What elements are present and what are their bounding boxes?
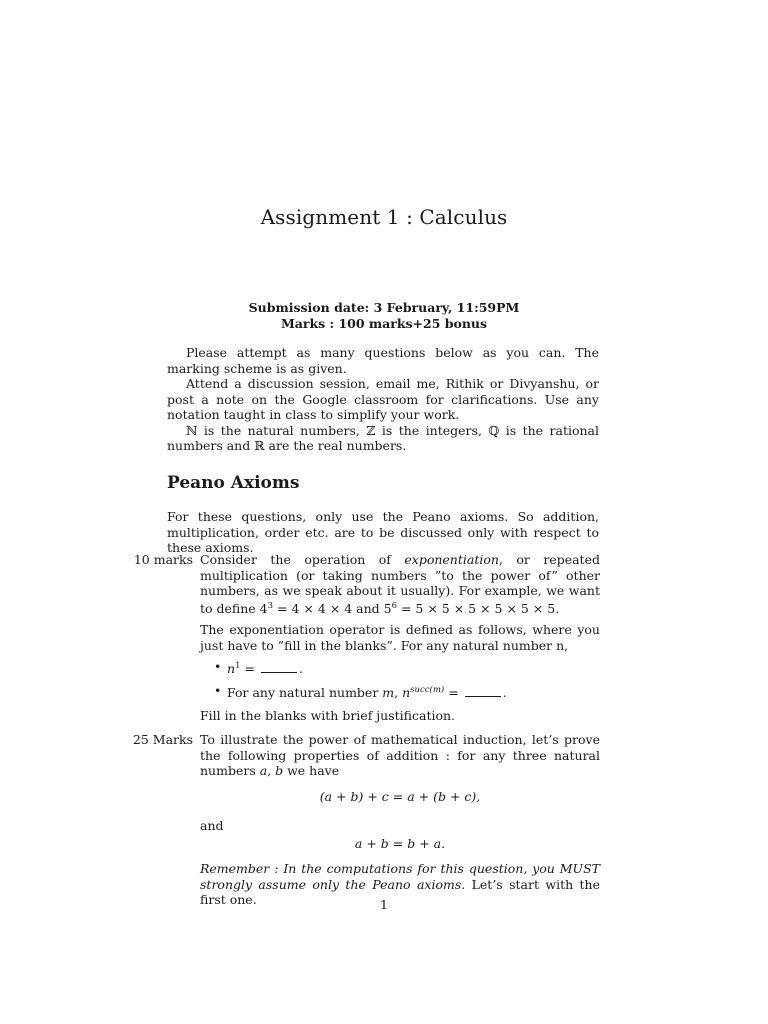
question-exponentiation — [120, 552, 600, 730]
question-paragraph: Fill in the blanks with brief justification. — [200, 708, 456, 723]
question-paragraph: and — [200, 818, 224, 833]
question-body — [200, 732, 600, 908]
section-title: Peano Axioms — [167, 473, 300, 493]
intro-paragraph: Please attempt as many questions below as you can. The marking scheme is as given. — [167, 345, 599, 376]
question-paragraph: Remember : In the computations for this question, you MUST strongly assume only the Peano axioms. Let’s start with the first one. — [200, 861, 600, 907]
question-marks: 25 Marks — [132, 732, 193, 747]
list-item: • For any natural number m, $n^{succ(m)}$ = . — [200, 683, 600, 701]
fill-blank — [261, 662, 297, 673]
question-marks: 10 marks — [133, 552, 193, 567]
fill-blank — [465, 686, 501, 697]
equation-associativity: (a + b) + c = a + (b + c), — [319, 788, 481, 804]
question-paragraph: To illustrate the power of mathematical induction, let’s prove the following properties of addition : for any three natural numbers a, b we have — [200, 732, 600, 778]
question-paragraph: Consider the operation of exponentiation, or repeated multiplication (or taking numbers ”to the power of” other numbers, as we speak about it usually). For example, we want to define $4^3 = 4 \times 4 \times 4$ and $5^6 = 5 \times 5 \times 5 \times 5 \times 5 \times 5$. — [200, 552, 600, 616]
submission-date: Submission date: 3 February, 11:59PM — [248, 300, 520, 315]
equation-commutativity: a + b = b + a. — [354, 835, 446, 851]
question-induction — [120, 732, 600, 914]
page-title: Assignment 1 : Calculus — [260, 205, 508, 229]
question-body — [200, 552, 600, 724]
intro-paragraph: Attend a discussion session, email me, Rithik or Divyanshu, or post a note on the Google classroom for clarifications. Use any notation taught in class to simplify your work. — [167, 376, 599, 422]
intro-text — [167, 345, 599, 454]
page-number: 1 — [380, 897, 388, 912]
intro-paragraph: ℕ is the natural numbers, ℤ is the integers, ℚ is the rational numbers and ℝ are the real numbers. — [167, 422, 599, 453]
list-item: • $n^1$ = . — [200, 659, 600, 677]
assignment-meta — [0, 300, 768, 331]
section-intro: For these questions, only use the Peano axioms. So addition, multiplication, order etc. are to be discussed only with respect to these axioms. — [167, 509, 599, 555]
question-paragraph: The exponentiation operator is defined as follows, where you just have to ”fill in the blanks”. For any natural number n, — [200, 622, 600, 653]
marks-total: Marks : 100 marks+25 bonus — [280, 315, 488, 331]
definition-list — [200, 659, 600, 700]
